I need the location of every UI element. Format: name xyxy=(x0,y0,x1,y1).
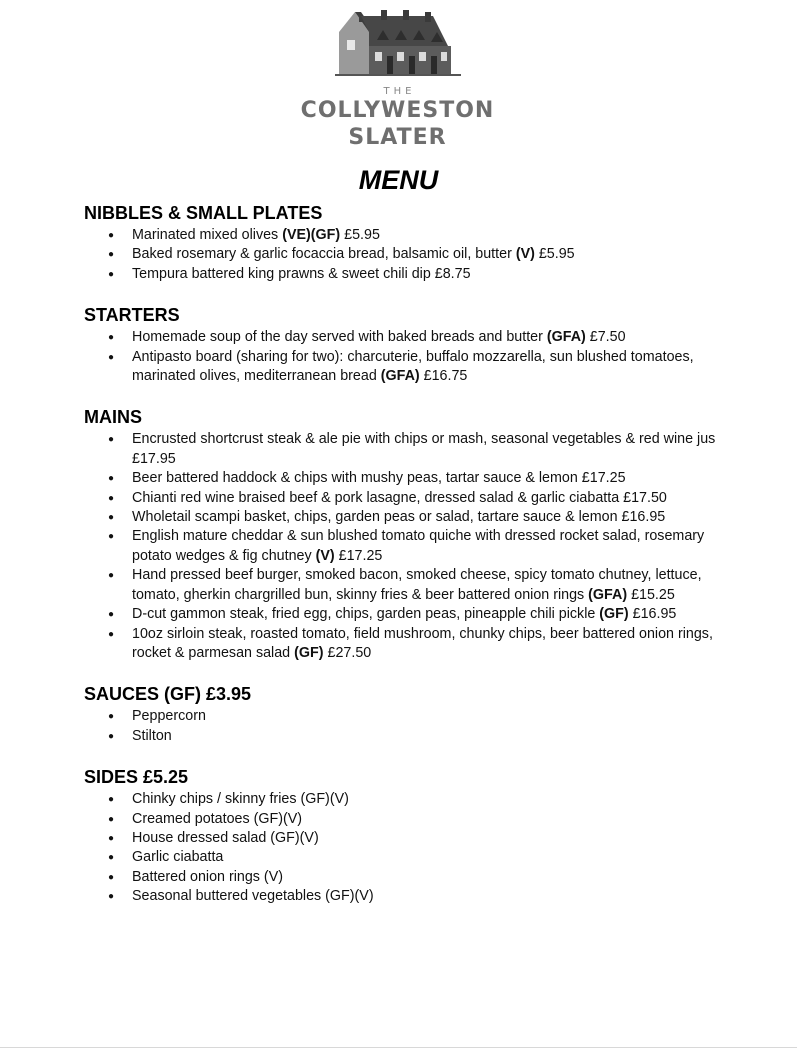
menu-item-text: Garlic ciabatta xyxy=(132,849,224,866)
section-heading: NIBBLES & SMALL PLATES xyxy=(84,203,323,223)
menu-item xyxy=(84,868,724,887)
menu-item-text: Beer battered haddock & chips with mushy peas, tartar sauce & lemon £17.25 xyxy=(132,470,626,487)
menu-item-text: Chinky chips / skinny fries (GF)(V) xyxy=(132,791,349,808)
menu-item xyxy=(84,605,724,624)
menu-item-text: Marinated mixed olives xyxy=(132,227,283,243)
menu-item xyxy=(84,887,724,906)
menu-item xyxy=(84,489,724,508)
menu-item xyxy=(84,848,724,867)
menu-item-price: £15.25 xyxy=(627,586,675,603)
menu-item-price: £16.75 xyxy=(419,368,468,385)
terrace-houses-icon xyxy=(333,10,463,78)
dietary-tag: (V) xyxy=(315,547,335,564)
menu-content xyxy=(84,202,724,927)
menu-item-text: Baked rosemary & garlic focaccia bread, balsamic oil, butter xyxy=(132,246,516,263)
menu-item-price: £7.50 xyxy=(585,329,626,346)
menu-item xyxy=(84,508,724,527)
menu-item-price: £27.50 xyxy=(323,644,372,661)
brand-prefix: THE xyxy=(383,86,416,97)
menu-item xyxy=(84,469,724,488)
menu-item-text: Seasonal buttered vegetables (GF)(V) xyxy=(132,888,374,905)
menu-item-list xyxy=(84,430,724,663)
menu-item xyxy=(84,328,724,347)
menu-item-list xyxy=(84,328,724,386)
dietary-tag: (GFA) xyxy=(588,586,628,603)
menu-item-text: Antipasto board (sharing for two): charcuterie, buffalo mozzarella, sun blushed tomatoes, marinated olives, mediterranean bread xyxy=(132,348,694,385)
menu-item xyxy=(84,790,724,809)
menu-section xyxy=(84,406,724,663)
menu-item xyxy=(84,430,724,469)
menu-section xyxy=(84,766,724,906)
menu-item xyxy=(84,226,724,245)
menu-item-price: £16.95 xyxy=(628,606,677,623)
page-title: MENU xyxy=(358,165,439,195)
menu-item-text: Tempura battered king prawns & sweet chili dip £8.75 xyxy=(132,265,471,282)
section-heading: MAINS xyxy=(84,407,142,428)
dietary-tag: (GF) xyxy=(599,606,629,623)
dietary-tag: (GF) xyxy=(294,644,324,661)
dietary-tag: (VE)(GF) xyxy=(282,227,341,243)
menu-item-price: £5.95 xyxy=(534,246,575,263)
menu-item xyxy=(84,265,724,284)
menu-item-text: English mature cheddar & sun blushed tomato quiche with dressed rocket salad, rosemary potato wedges & fig chutney xyxy=(132,528,705,564)
menu-item xyxy=(84,348,724,387)
page-divider xyxy=(0,1047,797,1048)
menu-item-text: Homemade soup of the day served with baked breads and butter xyxy=(132,329,547,346)
dietary-tag: (V) xyxy=(515,246,535,263)
menu-item-price: £17.25 xyxy=(334,547,383,564)
menu-item-text: 10oz sirloin steak, roasted tomato, field mushroom, chunky chips, beer battered onion rings, rocket & parmesan salad xyxy=(132,625,713,661)
dietary-tag: (GFA) xyxy=(546,329,586,346)
menu-item-list xyxy=(84,790,724,906)
menu-item-text: Battered onion rings (V) xyxy=(132,868,283,885)
menu-item-text: Wholetail scampi basket, chips, garden peas or salad, tartare sauce & lemon £16.95 xyxy=(132,509,666,526)
menu-item-text: Chianti red wine braised beef & pork lasagne, dressed salad & garlic ciabatta £17.50 xyxy=(132,489,667,506)
menu-item-text: Hand pressed beef burger, smoked bacon, smoked cheese, spicy tomato chutney, lettuce, tomato, gherkin chargrilled bun, skinny fries & beer battered onion rings xyxy=(132,567,702,603)
menu-section xyxy=(84,202,724,284)
menu-item-list xyxy=(84,226,724,284)
menu-item-text: D-cut gammon steak, fried egg, chips, garden peas, pineapple chili pickle xyxy=(132,606,600,623)
dietary-tag: (GFA) xyxy=(380,368,420,385)
menu-section xyxy=(84,304,724,386)
menu-item-text: Creamed potatoes (GF)(V) xyxy=(132,810,303,827)
menu-item-text: House dressed salad (GF)(V) xyxy=(132,829,319,846)
menu-item xyxy=(84,707,724,726)
menu-item xyxy=(84,625,724,664)
brand-name-line1: COLLYWESTON xyxy=(300,98,495,123)
menu-item-list xyxy=(84,707,724,746)
menu-item xyxy=(84,566,724,605)
menu-section xyxy=(84,683,724,746)
menu-item-text: Encrusted shortcrust steak & ale pie with chips or mash, seasonal vegetables & red wine jus £17.95 xyxy=(132,431,716,467)
menu-item xyxy=(84,810,724,829)
brand-logo xyxy=(300,10,495,151)
menu-item xyxy=(84,245,724,264)
section-heading: SAUCES (GF) £3.95 xyxy=(84,684,252,705)
section-heading: STARTERS xyxy=(84,305,180,326)
menu-item xyxy=(84,727,724,746)
menu-item xyxy=(84,829,724,848)
brand-name-line2: SLATER xyxy=(348,125,447,150)
menu-item-price: £5.95 xyxy=(340,227,380,243)
menu-item-text: Peppercorn xyxy=(132,708,206,725)
menu-item-text: Stilton xyxy=(132,727,172,744)
section-heading: SIDES £5.25 xyxy=(84,767,189,788)
menu-item xyxy=(84,527,724,566)
